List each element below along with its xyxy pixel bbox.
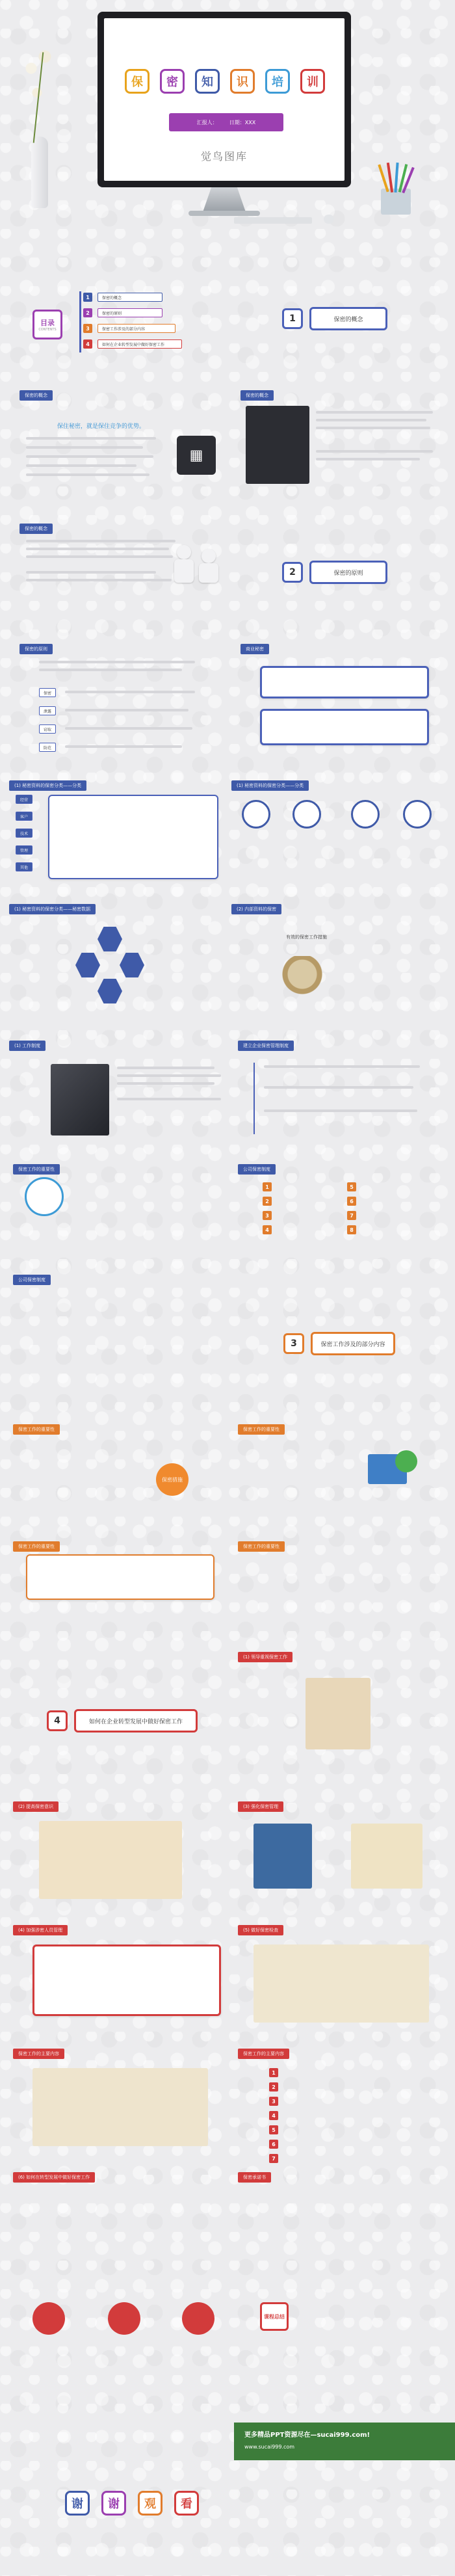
scope-tag-column bbox=[16, 795, 42, 879]
four-label-6: 保密工作的主要内容 bbox=[13, 2049, 64, 2059]
work-timeline bbox=[254, 1063, 429, 1134]
toc-num-2: 2 bbox=[83, 308, 92, 317]
principle-tag-1: 保密 bbox=[39, 688, 56, 697]
toc-item-1[interactable]: 保密的概念 bbox=[98, 293, 162, 302]
principle-label-2: 商业秘密 bbox=[240, 644, 269, 654]
four-label-4: (4) 加强涉密人员管理 bbox=[13, 1925, 68, 1935]
scope-tag-3: 技术 bbox=[16, 829, 32, 838]
work-label-1: (1) 工作制度 bbox=[9, 1041, 46, 1051]
three-red-card bbox=[26, 1554, 214, 1600]
concept-text-1 bbox=[26, 437, 156, 496]
scope-callout: 有效的保密工作措施 bbox=[286, 935, 327, 940]
section-three bbox=[0, 1320, 455, 1645]
work-text bbox=[117, 1067, 221, 1132]
hexagon-cluster bbox=[75, 927, 147, 1005]
toc-badge-title: 目录 bbox=[40, 319, 55, 327]
four-number-list: 1 2 3 4 5 6 7 bbox=[269, 2068, 425, 2172]
scope-tag-1: 经营 bbox=[16, 795, 32, 804]
title-char-3: 知 bbox=[195, 69, 220, 94]
section-2-title[interactable]: 保密的原则 bbox=[309, 561, 387, 584]
principle-tag-4: 防范 bbox=[39, 743, 56, 752]
concept-quote: 保住秘密，就是保住竞争的优势。 bbox=[57, 423, 146, 430]
cover-subtitle: 觉鸟图库 bbox=[200, 150, 248, 163]
principle-tag-3: 窃取 bbox=[39, 724, 56, 734]
vase-image bbox=[20, 39, 58, 215]
cover-slide bbox=[0, 0, 455, 234]
monitor-base bbox=[188, 211, 260, 216]
scope-text-card bbox=[48, 795, 218, 879]
footer-line-2[interactable]: www.sucai999.com bbox=[244, 2444, 295, 2450]
scope-tag-4: 管理 bbox=[16, 845, 32, 855]
three-label-4: 保密工作的重要性 bbox=[238, 1541, 285, 1552]
work-grid: 1 2 3 4 5 6 7 8 bbox=[263, 1182, 432, 1247]
footer-line-1: 更多精品PPT资源尽在—sucai999.com! bbox=[244, 2432, 370, 2439]
lock-image bbox=[280, 956, 325, 1002]
toc-num-4: 4 bbox=[83, 339, 92, 349]
concept-icon: ▦ bbox=[177, 436, 216, 475]
three-label-2: 保密工作的重要性 bbox=[238, 1424, 285, 1435]
four-label-2: (2) 提高保密意识 bbox=[13, 1801, 58, 1812]
four-cartoon-grid bbox=[254, 1945, 429, 2023]
work-label-5: 公司保密制度 bbox=[13, 1275, 51, 1285]
keyboard-image bbox=[234, 217, 312, 224]
scope-slides bbox=[0, 780, 455, 1041]
scope-circle-4 bbox=[403, 800, 432, 829]
thanks-char-3: 观 bbox=[138, 2491, 162, 2516]
four-cartoon-3 bbox=[351, 1824, 422, 1889]
four-label-5: (5) 做好保密检查 bbox=[238, 1925, 283, 1935]
toc-badge-sub: CONTENTS bbox=[38, 328, 57, 332]
scope-label-4: (2) 内部资料的保密 bbox=[231, 904, 281, 914]
principle-lines bbox=[65, 688, 195, 753]
four-hub-diagram bbox=[26, 2296, 221, 2374]
thanks-char-1: 谢 bbox=[65, 2491, 90, 2516]
principle-tag-2: 泄露 bbox=[39, 706, 56, 715]
thanks-slide bbox=[58, 2478, 214, 2536]
concept-text-2 bbox=[316, 411, 433, 476]
section-4-number: 4 bbox=[47, 1710, 68, 1731]
section-3-number: 3 bbox=[283, 1333, 304, 1354]
toc-slide bbox=[0, 280, 455, 377]
work-label-4: 公司保密制度 bbox=[238, 1164, 276, 1175]
four-label-8: (6) 如何在转型发展中做好保密工作 bbox=[13, 2172, 95, 2183]
three-label-3: 保密工作的重要性 bbox=[13, 1541, 60, 1552]
toc-num-1: 1 bbox=[83, 293, 92, 302]
title-char-5: 培 bbox=[265, 69, 290, 94]
summary-badge: 课程总结 bbox=[260, 2302, 289, 2331]
scope-label-3: (1) 秘密资料的保密分类——秘密数据 bbox=[9, 904, 96, 914]
section-4-title[interactable]: 如何在企业转型发展中做好保密工作 bbox=[74, 1709, 198, 1733]
presenter-bar bbox=[169, 113, 283, 131]
scope-circle-2 bbox=[292, 800, 321, 829]
scope-label-1: (1) 秘密资料的保密分类——分类 bbox=[9, 780, 86, 791]
four-vault-image bbox=[254, 1824, 312, 1889]
scope-circle-3 bbox=[351, 800, 380, 829]
three-computer-image bbox=[361, 1448, 420, 1500]
four-label-1: (1) 领导重视保密工作 bbox=[238, 1652, 292, 1662]
scope-label-2: (1) 秘密资料的保密分类——分类 bbox=[231, 780, 309, 791]
principle-card-1 bbox=[260, 666, 429, 698]
concept-label-1: 保密的概念 bbox=[20, 390, 53, 401]
footer-band bbox=[234, 2423, 455, 2460]
three-orange-tag: 保密措施 bbox=[156, 1463, 188, 1496]
four-cartoon-1 bbox=[306, 1678, 370, 1749]
four-label-3: (3) 强化保密管理 bbox=[238, 1801, 283, 1812]
monitor-screen bbox=[104, 18, 344, 181]
concept-photo bbox=[246, 406, 309, 484]
thanks-char-4: 看 bbox=[174, 2491, 199, 2516]
concept-slides bbox=[0, 390, 455, 624]
mouse-image bbox=[324, 215, 334, 224]
toc-num-3: 3 bbox=[83, 324, 92, 333]
toc-item-3[interactable]: 保密工作涉及的部分内容 bbox=[98, 324, 176, 333]
four-label-9: 保密承诺书 bbox=[238, 2172, 271, 2183]
work-label-2: 建立企业保密管理制度 bbox=[238, 1041, 294, 1051]
title-char-2: 密 bbox=[160, 69, 185, 94]
presenter-label: 汇报人： bbox=[196, 119, 218, 126]
section-four bbox=[0, 1652, 455, 2413]
scope-circle-1 bbox=[242, 800, 270, 829]
section-1-title[interactable]: 保密的概念 bbox=[309, 307, 387, 330]
toc-item-2[interactable]: 保密的原则 bbox=[98, 308, 162, 317]
work-slides bbox=[0, 1041, 455, 1307]
monitor-stand bbox=[203, 187, 246, 212]
four-cartoon-2 bbox=[39, 1821, 182, 1899]
four-cartoon-4 bbox=[32, 2068, 208, 2146]
three-label-1: 保密工作的重要性 bbox=[13, 1424, 60, 1435]
scope-tag-2: 客户 bbox=[16, 812, 32, 821]
principle-label-1: 保密的原则 bbox=[20, 644, 53, 654]
section-1-number: 1 bbox=[282, 308, 303, 329]
principle-text bbox=[39, 661, 195, 687]
gear-hub bbox=[25, 1177, 64, 1216]
work-label-3: 保密工作的重要性 bbox=[13, 1164, 60, 1175]
principle-card-2 bbox=[260, 709, 429, 745]
four-label-7: 保密工作的主要内容 bbox=[238, 2049, 289, 2059]
thanks-char-2: 谢 bbox=[101, 2491, 126, 2516]
date-label: 日期：XXX bbox=[229, 119, 256, 126]
concept-label-2: 保密的概念 bbox=[240, 390, 274, 401]
title-char-4: 识 bbox=[230, 69, 255, 94]
title-char-6: 训 bbox=[300, 69, 325, 94]
section-3-title[interactable]: 保密工作涉及的部分内容 bbox=[311, 1332, 395, 1355]
monitor-frame bbox=[98, 12, 351, 187]
four-red-card bbox=[32, 1945, 221, 2016]
concept-label-3: 保密的概念 bbox=[20, 524, 53, 534]
section-2-number: 2 bbox=[282, 562, 303, 583]
vault-image bbox=[51, 1064, 109, 1135]
concept-text-3 bbox=[26, 540, 176, 605]
toc-badge bbox=[32, 310, 62, 339]
pencil-cup-image bbox=[373, 163, 419, 215]
principle-slides bbox=[0, 644, 455, 774]
title-char-1: 保 bbox=[125, 69, 150, 94]
scope-tag-5: 其他 bbox=[16, 862, 32, 871]
toc-item-4[interactable]: 如何在企业转型发展中做好保密工作 bbox=[98, 339, 182, 349]
figures-image bbox=[172, 540, 224, 585]
